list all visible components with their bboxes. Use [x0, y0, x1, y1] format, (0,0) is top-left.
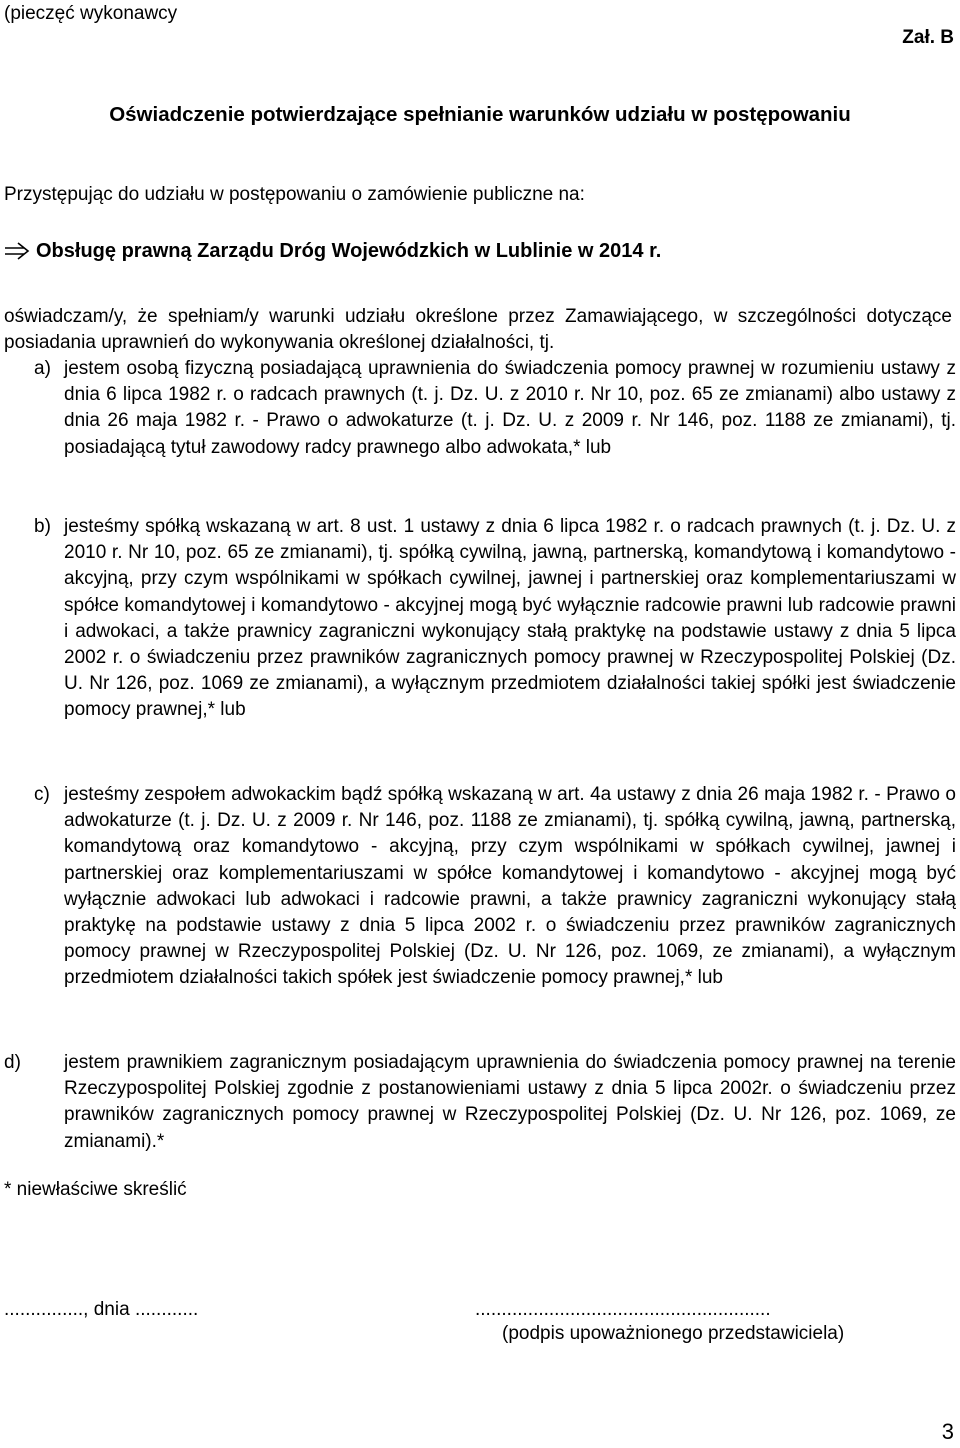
list-item-marker: c) [34, 784, 50, 805]
declaration-text: oświadczam/y, że spełniam/y warunki udziału określone przez Zamawiającego, w szczególności dotyczące posiadania uprawnień do wykonywania określonej działalności, tj. [4, 306, 952, 354]
list-item-a [34, 356, 956, 461]
list-item-marker: a) [34, 358, 51, 379]
list-item-text: jestem prawnikiem zagranicznym posiadającym uprawnienia do świadczenia pomocy prawnej na terenie Rzeczypospolitej Polskiej zgodnie z postanowieniami ustawy z dnia 5 lipca 2002r. o świadczeniu przez prawników zagranicznych pomocy prawnej w Rzeczypospolitej Polskiej (Dz. U. Nr 126, poz. 1069, ze zmianami).* [64, 1052, 956, 1152]
double-arrow-right-icon [4, 242, 30, 260]
attachment-label: Zał. B [902, 27, 954, 48]
list-item-marker: b) [34, 516, 51, 537]
signature-line: ........................................................ [475, 1299, 771, 1320]
list-item-text: jestem osobą fizyczną posiadającą uprawnienia do świadczenia pomocy prawnej w rozumieniu ustawy z dnia 6 lipca 1982 r. o radcach prawnych (t. j. Dz. U. z 2010 r. Nr 10, poz. 65 ze zmianami) albo ustawy z dnia 26 maja 1982 r. - Prawo o adwokaturze (t. j. Dz. U. z 2009 r. Nr 146, poz. 1188 ze zmianami), tj. posiadającą tytuł zawodowy radcy prawnego albo adwokata,* lub [64, 358, 956, 458]
signature-label: (podpis upoważnionego przedstawiciela) [502, 1323, 845, 1344]
footnote: * niewłaściwe skreślić [4, 1179, 187, 1200]
document-title: Oświadczenie potwierdzające spełnianie warunków udziału w postępowaniu [109, 103, 851, 126]
list-item-b [34, 514, 956, 724]
contract-subject-text: Obsługę prawną Zarządu Dróg Wojewódzkich w Lublinie w 2014 r. [36, 240, 662, 262]
list-item-marker: d) [4, 1052, 21, 1073]
page-number: 3 [941, 1419, 954, 1444]
list-item-text: jesteśmy zespołem adwokackim bądź spółką wskazaną w art. 4a ustawy z dnia 26 maja 1982 r. - Prawo o adwokaturze (t. j. Dz. U. z 2009 r. Nr 146, poz. 1188 ze zmianami), tj. spółką cywilną, jawną, partnerską, komandytową oraz komandytowo - akcyjną, przy czym wspólnikami w spółkach cywilnej, jawnej i partnerskiej oraz komplementariuszami w spółce komandytowej i komandytowo - akcyjnej mogą być wyłącznie adwokaci lub adwokaci i radcowie prawni, a także prawnicy zagraniczni wykonujący stałą praktykę na podstawie ustawy z dnia 5 lipca 2002 r. o świadczeniu przez prawników zagranicznych pomocy prawnej w Rzeczypospolitej Polskiej (Dz. U. Nr 126, poz. 1069, ze zmianami), a wyłącznym przedmiotem działalności takich spółek jest świadczenie pomocy prawnej,* lub [64, 784, 956, 989]
list-item-c [34, 782, 956, 992]
list-item-d [4, 1050, 956, 1155]
contractor-stamp-label: (pieczęć wykonawcy [4, 3, 178, 24]
place-date-line: ..............., dnia ............ [4, 1299, 199, 1320]
list-item-text: jesteśmy spółką wskazaną w art. 8 ust. 1 ustawy z dnia 6 lipca 1982 r. o radcach prawnych (t. j. Dz. U. z 2010 r. Nr 10, poz. 65 ze zmianami), tj. spółką cywilną, jawną, partnerską, komandytową i komandytowo - akcyjną, przy czym wspólnikami w spółkach cywilnej, jawnej i partnerskiej oraz komplementariuszami w spółce komandytowej i komandytowo - akcyjnej mogą być wyłącznie radcowie prawni lub radcowie prawni i adwokaci, a także prawnicy zagraniczni wykonujący stałą praktykę na podstawie ustawy z dnia 5 lipca 2002 r. o świadczeniu przez prawników zagranicznych pomocy prawnej w Rzeczypospolitej Polskiej (Dz. U. Nr 126, poz. 1069 ze zmianami), a wyłącznym przedmiotem działalności takiej spółki jest świadczenie pomocy prawnej,* lub [64, 516, 956, 721]
contract-subject [4, 238, 661, 264]
intro-text: Przystępując do udziału w postępowaniu o zamówienie publiczne na: [4, 184, 585, 205]
